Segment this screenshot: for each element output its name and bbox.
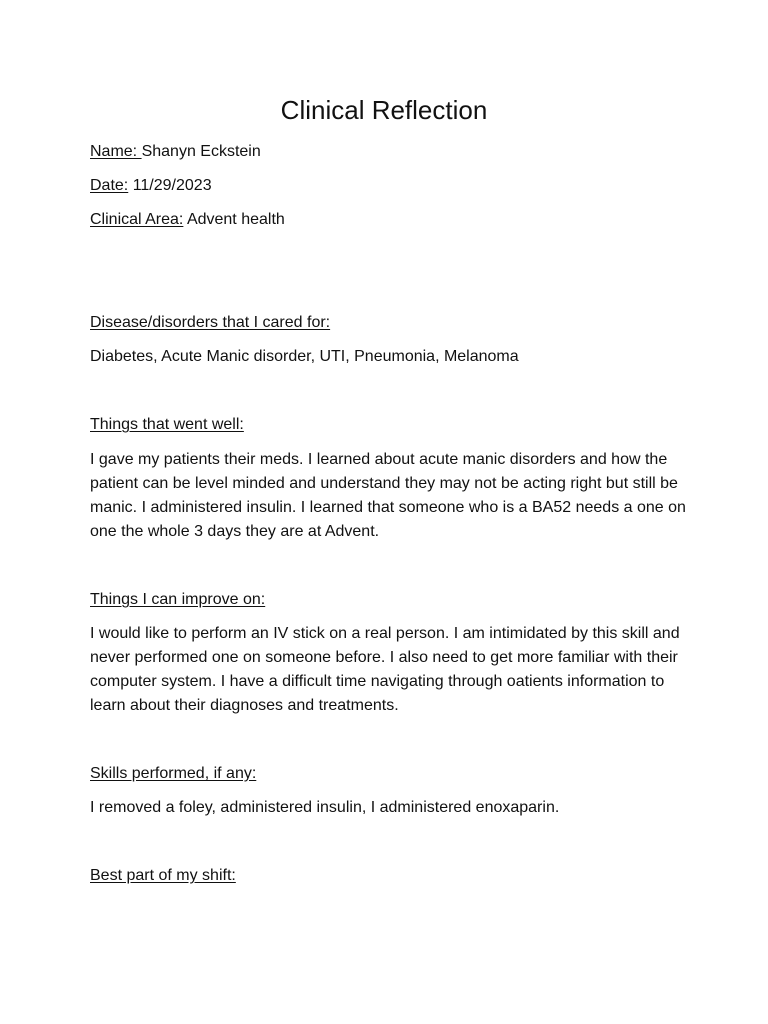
skills-heading xyxy=(90,764,256,784)
diseases-heading xyxy=(90,313,330,333)
improve-text: I would like to perform an IV stick on a real person. I am intimidated by this skill and never performed one on someone before. I also need to get more familiar with their computer system. I have a difficult time navigating through oatients information to learn about their diagnoses and treatments. xyxy=(90,625,680,714)
diseases-heading-text: Disease/disorders that I cared for: xyxy=(90,314,331,331)
date-line xyxy=(90,176,212,196)
best-part-heading-text: Best part of my shift: xyxy=(90,867,236,884)
clinical-area-value: Advent health xyxy=(183,211,285,228)
went-well-heading xyxy=(90,415,244,435)
date-value: 11/29/2023 xyxy=(128,177,212,194)
diseases-text: Diabetes, Acute Manic disorder, UTI, Pneumonia, Melanoma xyxy=(90,348,519,365)
name-label: Name: xyxy=(90,143,142,160)
skills-heading-text: Skills performed, if any: xyxy=(90,765,257,782)
clinical-area-label: Clinical Area: xyxy=(90,211,184,228)
name-line xyxy=(90,142,261,162)
date-label: Date: xyxy=(90,177,129,194)
improve-heading xyxy=(90,590,265,610)
went-well-heading-text: Things that went well: xyxy=(90,416,244,433)
best-part-heading xyxy=(90,866,236,886)
skills-text: I removed a foley, administered insulin, I administered enoxaparin. xyxy=(90,799,560,816)
went-well-text: I gave my patients their meds. I learned about acute manic disorders and how the patient can be level minded and understand they may not be acting right but still be manic. I administered insulin. I learned that someone who is a BA52 needs a one on one the whole 3 days they are at Advent. xyxy=(90,451,686,540)
document-title: Clinical Reflection xyxy=(280,95,488,125)
improve-heading-text: Things I can improve on: xyxy=(90,591,266,608)
name-value: Shanyn Eckstein xyxy=(141,143,261,160)
clinical-area-line xyxy=(90,210,285,230)
